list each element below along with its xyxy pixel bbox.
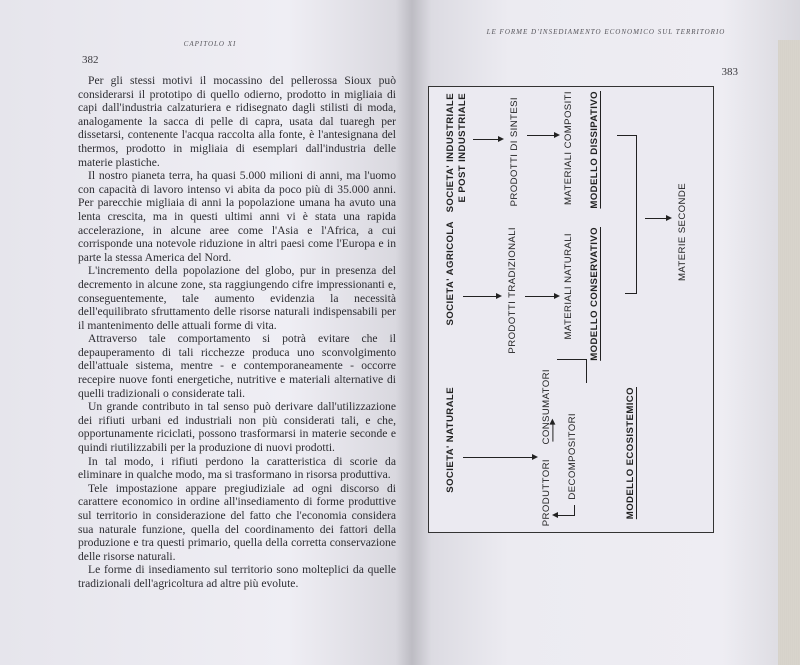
- paragraph: L'incremento della popolazione del globo, pur in presenza del decremento in alcune zone, sta raggiungendo cifre impressionanti e, conseguentemente, tale aumento evidenzia la necessità dell'equilibrato sfruttamento delle risorse naturali indispensabili per il mantenimento delle attuali forme di vita.: [78, 264, 396, 332]
- paragraph: Per gli stessi motivi il mocassino del pellerossa Sioux può considerarsi il prototipo di quello odierno, prodotto in migliaia di capi dall'industria calzaturiera e ridisegnato dagli stilisti di moda, analogamente la sacca di pelle di capra, usata dal tuaregh per dissetarsi, contenente l'acqua raccolta alla fonte, è l'antesignana del thermos, prodotto in migliaia di esemplari dall'industria delle materie plastiche.: [78, 74, 396, 169]
- label-traditional-products: PRODOTTI TRADIZIONALI: [507, 227, 518, 354]
- label-producers: PRODUTTORI: [541, 459, 552, 527]
- cycle-line-bottom: [574, 505, 575, 515]
- loop-line-right: [636, 135, 637, 293]
- body-text: [78, 74, 396, 591]
- label-composite-materials: MATERIALI COMPOSITI: [563, 91, 574, 206]
- page-edge: [778, 40, 800, 665]
- running-head-right: LE FORME D'INSEDIAMENTO ECONOMICO SUL TERRITORIO: [486, 28, 726, 36]
- paragraph: In tal modo, i rifiuti perdono la caratteristica di scorie da eliminare in qualche modo, ma si trasformano in risorsa produttiva.: [78, 454, 396, 482]
- arrow-decomposers-producers: [557, 515, 575, 516]
- cycle-line-right: [586, 359, 587, 383]
- paragraph: Il nostro pianeta terra, ha quasi 5.000 milioni di anni, ma l'uomo con capacità di lavoro intenso vi abita da poco più di 35.000 anni. Per parecchie migliaia di anni la popolazione umana ha avuto una lenta crescita, ma in questi ultimi anni vi è stata una rapida accelerazione, in alcune aree come l'Asia e l'Africa, a cui corrisponde una notevole riduzione in altri paesi come l'Europa e in parte la stessa America del Nord.: [78, 169, 396, 264]
- arrow-products-composite: [527, 135, 555, 136]
- label-society-natural: SOCIETA' NATURALE: [445, 387, 456, 493]
- label-synthetic-products: PRODOTTI DI SINTESI: [509, 97, 520, 207]
- loop-line-top: [617, 135, 637, 136]
- arrow-products-natural: [525, 296, 555, 297]
- running-head-left: CAPITOLO XI: [183, 40, 237, 48]
- paragraph: Attraverso tale comportamento si potrà evitare che il depauperamento di tali ricchezze produca uno sconvolgimento dell'attuale sistema, mentre - e contemporaneamente - occorre recepire nuove fonti energetiche, nutritive e materiali alternative di quelli tradizionali o considerate tali.: [78, 332, 396, 400]
- arrow-industrial: [473, 139, 499, 140]
- page-number-right: 383: [721, 66, 738, 78]
- label-model-ecosystemic: MODELLO ECOSISTEMICO: [625, 387, 636, 520]
- arrow-to-secondary: [645, 218, 667, 219]
- arrow-agricultural: [463, 296, 497, 297]
- label-natural-materials: MATERIALI NATURALI: [563, 233, 574, 340]
- label-secondary-materials: MATERIE SECONDE: [677, 183, 688, 282]
- label-model-conservative: MODELLO CONSERVATIVO: [589, 227, 600, 361]
- label-society-industrial: SOCIETA' INDUSTRIALE: [445, 93, 456, 213]
- label-consumers: CONSUMATORI: [541, 369, 552, 445]
- paragraph: Un grande contributo in tal senso può derivare dall'utilizzazione dei rifiuti urbani ed industriali non più considerati tali, e che, opportunamente riciclati, possono trasformarsi in materie seconde e quindi riutilizzabili per la produzione di nuovi prodotti.: [78, 400, 396, 455]
- arrow-producers-consumers: [552, 424, 553, 442]
- label-decomposers: DECOMPOSITORI: [567, 413, 578, 500]
- arrow-natural: [463, 457, 533, 458]
- paragraph: Tele impostazione appare pregiudiziale ad ogni discorso di carattere economico in ordine all'insediamento di forme produttive sul territorio in considerazione del fatto che l'economia considera sua naturale funzione, quella del coordinamento dei fattori della produzione e tra questi primario, quella della corretta conservazione delle risorse naturali.: [78, 481, 396, 563]
- label-model-dissipative: MODELLO DISSIPATIVO: [589, 91, 600, 209]
- paragraph: Le forme di insediamento sul territorio sono molteplici da quelle tradizionali dell'agricoltura ad altre più evolute.: [78, 563, 396, 590]
- label-society-agricultural: SOCIETA' AGRICOLA: [445, 221, 456, 326]
- page-number-left: 382: [82, 54, 99, 66]
- loop-line-bottom: [625, 293, 637, 294]
- cycle-line-top: [557, 359, 587, 360]
- diagram-box: [428, 86, 714, 533]
- label-society-postindustrial: E POST INDUSTRIALE: [457, 93, 468, 203]
